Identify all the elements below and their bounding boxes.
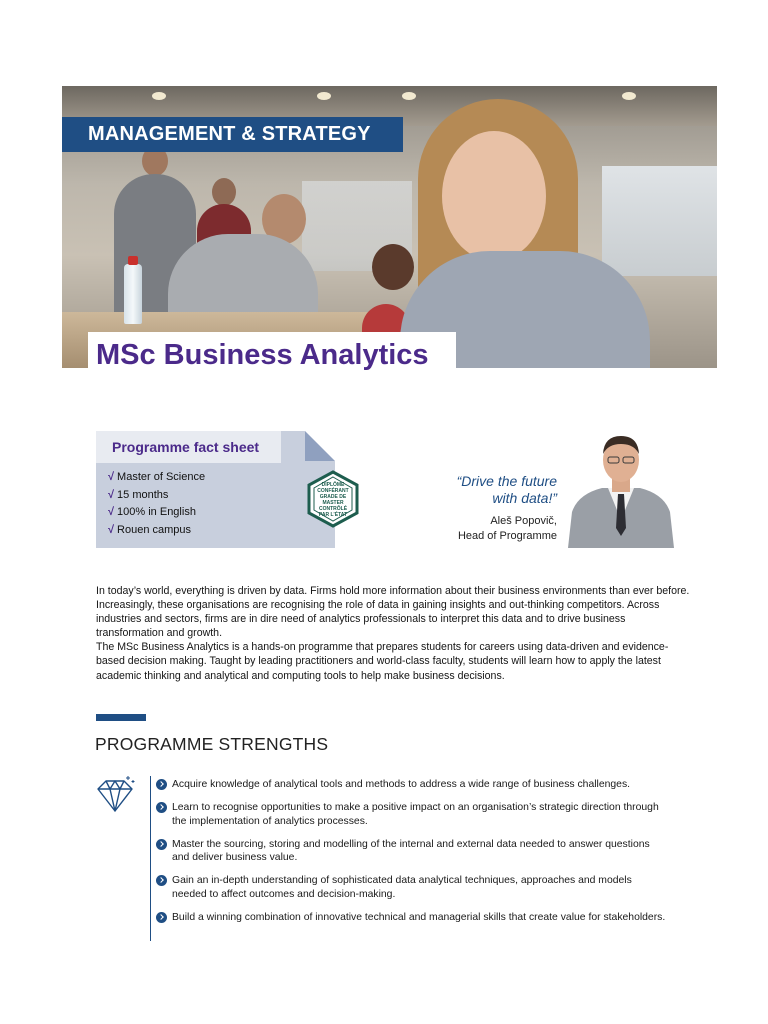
author-name: Aleš Popovič, (490, 515, 557, 527)
quote-author (430, 514, 557, 544)
author-role: Head of Programme (457, 530, 557, 542)
strengths-list (156, 778, 666, 934)
diamond-icon (94, 775, 136, 815)
strength-item: Build a winning combination of innovative technical and managerial skills that create value for stakeholders. (156, 911, 666, 925)
fact-item: √ 15 months (108, 488, 169, 501)
folded-corner (305, 431, 335, 461)
fact-sheet-header (96, 431, 281, 463)
seal-text: DIPLÔME CONFÉRANT GRADE DE MASTER CONTRÔLÉ PAR L'ÉTAT (317, 482, 349, 518)
head-of-programme-portrait (568, 432, 674, 548)
fact-item: √ Rouen campus (108, 523, 192, 536)
section-divider-line (150, 776, 151, 941)
intro-paragraph: In today’s world, everything is driven by data. Firms hold more information about their business environments than ever before. Increasingly, these organisations are recognising the role of data in gaining insights and out-thinking competitors. Across industries and sectors, firms are in dire need of analytics professionals to interpret this data and to drive business transformation and growth. (96, 585, 690, 640)
fact-item: √ 100% in English (108, 506, 196, 518)
fact-sheet-heading: Programme fact sheet (112, 439, 260, 455)
strength-item: Learn to recognise opportunities to make a positive impact on an organisation’s strategic direction through the implementation of analytics processes. (156, 801, 666, 828)
fact-list (108, 469, 205, 539)
page-title: MSc Business Analytics (96, 339, 429, 371)
ceiling-light (622, 92, 636, 100)
check-icon: √ (108, 506, 115, 518)
chevron-right-icon (156, 875, 167, 886)
strength-item: Gain an in-depth understanding of sophisticated data analytical techniques, approaches and models needed to affect outcomes and decision-making. (156, 874, 666, 901)
portrait-photo (568, 432, 674, 548)
quote-text: “Drive the future with data!” (456, 473, 557, 506)
check-icon: √ (108, 471, 115, 483)
chevron-right-icon (156, 779, 167, 790)
fact-item: √ Master of Science (108, 471, 206, 483)
strength-item: Acquire knowledge of analytical tools and methods to address a wide range of business challenges. (156, 778, 666, 792)
strengths-heading: PROGRAMME STRENGTHS (95, 734, 329, 754)
ceiling-light (317, 92, 331, 100)
check-icon: √ (108, 523, 115, 536)
chevron-right-icon (156, 839, 167, 850)
check-icon: √ (108, 488, 115, 501)
chevron-right-icon (156, 802, 167, 813)
category-banner (62, 117, 403, 152)
intro-text (96, 584, 690, 683)
intro-paragraph: The MSc Business Analytics is a hands-on programme that prepares students for careers using data-driven and evidence-based decision making. Taught by leading practitioners and world-class faculty, students will learn how to apply the latest academic thinking and analytical and computing tools to help make business decisions. (96, 641, 669, 682)
category-label: MANAGEMENT & STRATEGY (88, 123, 371, 145)
section-accent-bar (96, 714, 146, 721)
chevron-right-icon (156, 912, 167, 923)
head-quote (430, 473, 557, 544)
title-box (88, 332, 456, 372)
fact-sheet (96, 431, 335, 548)
ceiling-light (152, 92, 166, 100)
strength-item: Master the sourcing, storing and modelling of the internal and external data needed to answer questions and deliver business value. (156, 838, 666, 865)
background-window (602, 166, 717, 276)
water-bottle (124, 264, 142, 324)
ceiling-light (402, 92, 416, 100)
